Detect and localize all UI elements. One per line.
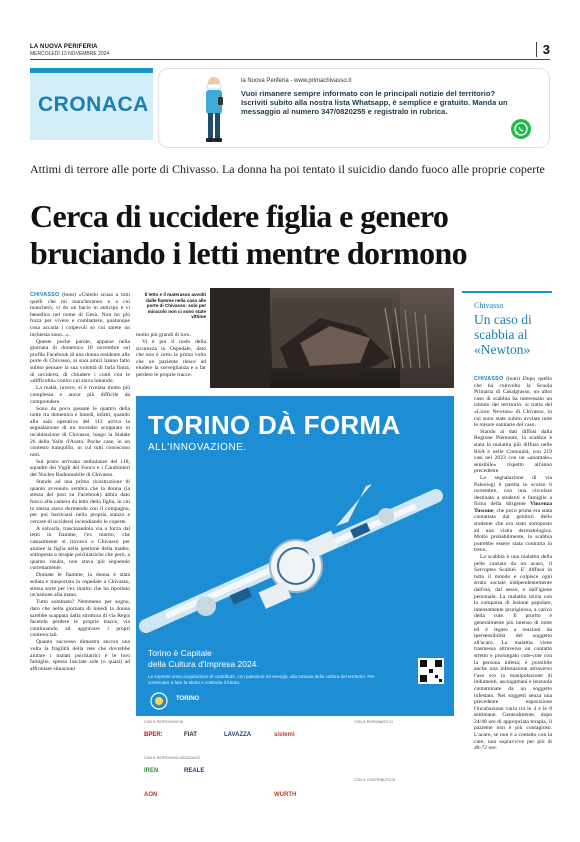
torino-logo: TORINO	[176, 696, 200, 702]
sponsor-strip	[136, 716, 454, 814]
sponsor-logo: IREN	[144, 768, 159, 774]
headline-line-1: Cerca di uccidere figlia e genero	[30, 198, 449, 234]
sidebar-rule	[462, 291, 552, 293]
sidebar-paragraph: La scabbia è una malattia della pelle causata da un acaro, il Sarcoptes Scabiei. E' diffusa in tutto il mondo e colpisce ogni strato sociale indipendentemente dall'età, dal sesso, e dall'igiene personale. La malattia inizia con la comparsa di lesione papulare, intensamente pruriginosa, a carico della cute. Il prurito è generalmente più intenso di notte ed è legato a reazioni da ipersensibilità del soggetto all'acaro. La malattia viene trasmessa attraverso un contatto stretto e prolungato cute-cute con la persona infetta; è possibile anche una infestazione attraverso l'uso e/o la manipolazione di indumenti, asciugamani e lenzuola contaminate da un soggetto infestato. Nei soggetti senza una precedente esposizione l'incubazione varia tra le 4 e le 8 settimane. Generalmente, dopo 24/48 ore di appropriata terapia, il paziente non è più contagioso. L'acaro, se non è a contatto con la cute, non sopravvive per più di 48-72 ore.	[474, 554, 552, 752]
torino-advertisement	[136, 396, 454, 814]
article-paragraph: CHIVASSO (bom) «Chiedo scusa a tutti quelli che mi mancheranno e a cui mancherò, vi do un bacio in anticipo e vi benedico nel nome di Gesù. Non ho più forza per vivere e combattere, qualunque cosa accada i colpevoli so cui sarete un inchiesta sono...».	[30, 292, 130, 338]
page-number: 3	[536, 42, 550, 57]
sidebar-kicker: Chivasso	[474, 301, 504, 310]
promo-text: Vuoi rimanere sempre informato con le principali notizie del territorio? Iscriviti subito alla nostra lista Whatsapp, è semplice e gratuito. Manda un messaggio al numero 347/0820255 e registralo in rubrica.	[241, 89, 508, 117]
article-location: CHIVASSO	[30, 292, 60, 298]
issue-date: MERCOLEDÌ 13 NOVEMBRE 2024	[30, 51, 110, 57]
headline-line-2: bruciando i letti mentre dormono	[30, 235, 468, 271]
sponsor-logo: AON	[144, 792, 158, 798]
sidebar-location: CHIVASSO	[474, 376, 504, 382]
sidebar-paragraph: Stando ai dati diffusi dalla Regione Piemonte, la scabbia è stata la malattia più diffusa nelle RSA e nelle Comunità, con 219 casi nel 2023 con un «anomalo» sensibile» rispetto all'anno precedente.	[474, 428, 552, 475]
article-headline	[30, 198, 550, 272]
ad-logos	[148, 692, 348, 710]
sidebar-paragraph: CHIVASSO (bom) Dopo quello che ha coinvolto la Scuola Primaria di Casalgrasso, un altro caso di scabbia ha interessato un istituto del territorio: si tratta del «Liceo Newton» di Chivasso, in cui sono state subito avviate tutte le misure sanitarie del caso.	[474, 376, 552, 429]
sponsor-label: CON IL PATROCINIO DI	[144, 720, 184, 724]
article-paragraph: A salvarla, trascinandola via a forza dal letto in fiamme, l'ex marito, che casualmente si trovava a Chivasso per aiutare la figlia nella gestione della madre, sottoposta a terapie psichiatriche che però, a quanto risulta, non stava più seguendo correttamente.	[30, 525, 130, 572]
promo-brand: la Nuova Periferia - www.primachivasso.it	[241, 78, 352, 84]
person-figure-icon	[201, 75, 227, 145]
masthead	[30, 44, 550, 60]
article-paragraph: Quanto successo dimostra ancora una volta la fragilità della rete che dovrebbe aiutare i malati psichiatrici e le loro famiglie, spesso lasciate sole (o quasi) ad affrontare situazioni	[30, 639, 130, 672]
sidebar-paragraph: La segnalazione di via Paleologi è partita lo scorso 6 novembre, con una circolare destinata a studenti e famiglie a firma della dirigente Vincenza Tuscone, che poco prima era stata contattata dai genitori dello studente che era stato sottoposto ad una visita dermatologica. Molto probabilmente, la scabbia potrebbe essere stata contratta in treno.	[474, 474, 552, 554]
sponsor-logo: WURTH	[274, 792, 297, 798]
article-paragraph: Stando ad una prima ricostruzione di quanto avvenuto sembra che la donna (la stessa del post su Facebook) abbia dato fuoco alla camera da letto della figlia, in cui la stessa stava dormendo con il compagno, per poi barricarsi nella propria stanza e cercare di uccidersi incendiando le coperte.	[30, 479, 130, 525]
whatsapp-icon	[511, 119, 531, 139]
sponsor-logo: LAVAZZA	[224, 732, 252, 738]
sponsor-label: CON IL PATRONATO DI	[354, 720, 393, 724]
article-paragraph: Tutto sommato? Nemmeno per sogno, dato che nella giornata di lunedì la donna sarebbe scappata dalla struttura di via Regis facendo perdere le proprie tracce, via continuando ad aggravare i propri contesociali.	[30, 599, 130, 639]
article-paragraph: Queste poche parole, apparse nella giornata di domenica 10 novembre sul profilo Facebook di una donna residente alle porte di Chivasso, ai suoi amici hanno fatto subito pensare la sua volontà di farla finita, di uccidersi, di chiudere i conti con le «difficoltà» contro cui stava lottando.	[30, 338, 130, 385]
sponsor-logo: REALE	[184, 768, 205, 774]
burned-bed-image	[210, 288, 454, 388]
section-label	[30, 68, 153, 140]
whatsapp-promo	[158, 68, 550, 148]
ad-capital-text: Torino è Capitale della Cultura d'Impresa 2024.	[148, 648, 259, 669]
sidebar-title: Un caso di scabbia al «Newton»	[474, 312, 532, 357]
article-kicker: Attimi di terrore alle porte di Chivasso. La donna ha poi tentato il suicidio dando fuoco alle proprie coperte	[30, 162, 545, 176]
sponsor-logo: BPER:	[144, 732, 163, 738]
sponsor-label: CON IL PATROCINIO ASSOCIATO	[144, 756, 201, 760]
article-column-2	[136, 332, 206, 379]
mole-antonelliana-illustration	[136, 466, 454, 646]
section-label-text: CRONACA	[38, 93, 149, 116]
sponsor-logo: FIAT	[184, 732, 197, 738]
article-paragraph: Domate le fiamme, la donna è stata sedata e trasportata in ospedale a Chivasso, stessa sorte per l'ex marito che ha riportato un'ustione alla mano.	[30, 572, 130, 599]
capitale-cultura-logo-icon	[148, 692, 170, 710]
newspaper-title: LA NUOVA PERIFERIA	[30, 44, 98, 50]
sponsor-logo: sistemi	[274, 732, 295, 738]
article-paragraph: La realtà, invece, si è rivelata molto più complessa e ancor più difficile da comprendere.	[30, 385, 130, 405]
qr-code-icon	[418, 658, 444, 688]
article-column-1	[30, 292, 130, 673]
ad-subtitle: ALL'INNOVAZIONE.	[148, 442, 247, 453]
fire-photo	[210, 288, 454, 388]
article-paragraph: molto più grandi di loro.	[136, 332, 191, 338]
article-paragraph: Sul posto arrivano ambulanze del 118, squadre dei Vigili del Fuoco e i Carabinieri del Nucleo Radiomobile di Chivasso.	[30, 458, 130, 479]
sidebar-body	[474, 376, 552, 752]
article-paragraph: Vi è poi il nodo della sicurezza in Ospedale, dato che non è certo la prima volta che un paziente riesce ad eludere la sorveglianza e a far perdere le proprie tracce.	[136, 339, 206, 379]
photo-caption: Il letto e il materasso avvolti dalle fiamme nella casa alle porte di Chivasso: solo per miracolo non ci sono state vittime	[144, 292, 206, 320]
article-paragraph: Sono da poco passate le quattro della notte tra domenica e lunedì, infatti, quando alla sala operativa del 112 arriva la segnalazione di un incendio scoppiato in un'abitazione di Chivasso, lungo la Statale 26 della Valle d'Aosta. Poche case, in un contesto tranquillo, in cui tutti conoscono tutti.	[30, 405, 130, 458]
sponsor-label: CON IL CONTRIBUTO DI	[354, 778, 396, 782]
ad-body-text: Le imprese sono acquisizione di contributo, con passione ed energia, alla tuttavia della cultura del territorio. Per continuare a fare la storia e costruire il futuro.	[148, 674, 375, 685]
bold-name: Vincenza Tuscone	[474, 501, 552, 514]
ad-title: TORINO DÀ FORMA	[148, 410, 401, 440]
